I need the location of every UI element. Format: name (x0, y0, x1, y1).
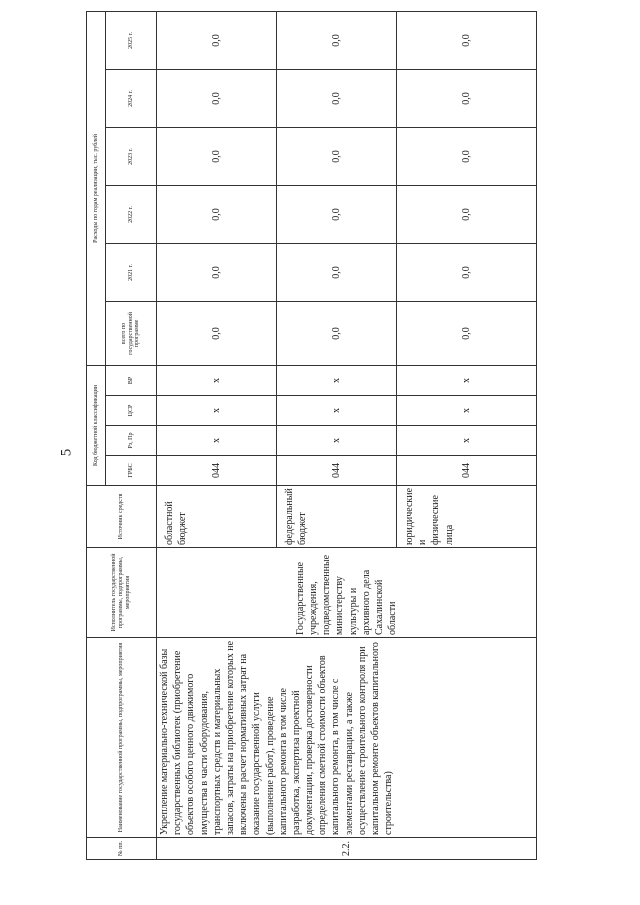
header-total: всего по государственной программе (106, 301, 157, 365)
page-number: 5 (58, 448, 75, 457)
year-2021-cell: 0,0 (157, 243, 277, 301)
program-table (86, 11, 537, 860)
header-year-2021: 2021 г. (106, 243, 157, 301)
header-csr: ЦСР (106, 396, 157, 426)
year-2021-cell: 0,0 (397, 243, 537, 301)
total-cell: 0,0 (277, 301, 397, 365)
grbs-cell: 044 (157, 456, 277, 486)
year-2024-cell: 0,0 (157, 69, 277, 127)
csr-cell: x (277, 396, 397, 426)
header-year-2023: 2023 г. (106, 127, 157, 185)
vr-cell: x (157, 365, 277, 395)
header-year-2024: 2024 г. (106, 69, 157, 127)
source-cell: областной бюджет (157, 486, 277, 548)
header-year-2025: 2025 г. (106, 11, 157, 69)
csr-cell: x (397, 396, 537, 426)
header-number: № пп. (87, 838, 157, 860)
year-2024-cell: 0,0 (397, 69, 537, 127)
header-name: Наименование государственной программы, подпрограммы, мероприятия (87, 638, 157, 838)
measure-name: Укрепление материально-технической базы государственных библиотек (приобретение объектов особого ценного движимого имущества в части оборудования, транспортных средств и материальных запасов, затраты на приобретение которых не включены в расчет нормативных затрат на оказание государственной услуги (выполнение работ), проведение капитального ремонта в том числе разработка, экспертиза проектной документации, проверка достоверности определения сметной стоимости объектов капитального ремонта, в том числе с элементами реставрации, а также осуществление строительного контроля при капитальном ремонте объектов капитального строительства) (157, 638, 537, 838)
rotated-table-wrapper (86, 32, 532, 860)
header-grbs: ГРБС (106, 456, 157, 486)
year-2025-cell: 0,0 (277, 11, 397, 69)
rzpr-cell: x (397, 426, 537, 456)
header-source: Источник средств (87, 486, 157, 548)
vr-cell: x (397, 365, 537, 395)
year-2022-cell: 0,0 (157, 185, 277, 243)
year-2023-cell: 0,0 (157, 127, 277, 185)
header-year-2022: 2022 г. (106, 185, 157, 243)
year-2023-cell: 0,0 (397, 127, 537, 185)
source-cell: юридические и физические лица (397, 486, 537, 548)
measure-executor: Государственные учреждения, подведомственные министерству культуры и архивного дела Сахалинской области (157, 548, 537, 638)
rzpr-cell: x (157, 426, 277, 456)
header-executor: Исполнитель государственной программы, подпрограммы, мероприятия (87, 548, 157, 638)
table-row (157, 11, 277, 859)
year-2024-cell: 0,0 (277, 69, 397, 127)
vr-cell: x (277, 365, 397, 395)
grbs-cell: 044 (397, 456, 537, 486)
rzpr-cell: x (277, 426, 397, 456)
header-budget-classification: Код бюджетной классификации (87, 365, 106, 485)
year-2022-cell: 0,0 (397, 185, 537, 243)
total-cell: 0,0 (157, 301, 277, 365)
csr-cell: x (157, 396, 277, 426)
header-rzpr: Рз, Пр (106, 426, 157, 456)
year-2023-cell: 0,0 (277, 127, 397, 185)
grbs-cell: 044 (277, 456, 397, 486)
header-expenses-by-year: Расходы по годам реализации, тыс. рублей (87, 11, 106, 365)
year-2022-cell: 0,0 (277, 185, 397, 243)
year-2025-cell: 0,0 (157, 11, 277, 69)
source-cell: федеральный бюджет (277, 486, 397, 548)
year-2025-cell: 0,0 (397, 11, 537, 69)
year-2021-cell: 0,0 (277, 243, 397, 301)
total-cell: 0,0 (397, 301, 537, 365)
row-number: 2.2. (157, 838, 537, 860)
header-vr: ВР (106, 365, 157, 395)
